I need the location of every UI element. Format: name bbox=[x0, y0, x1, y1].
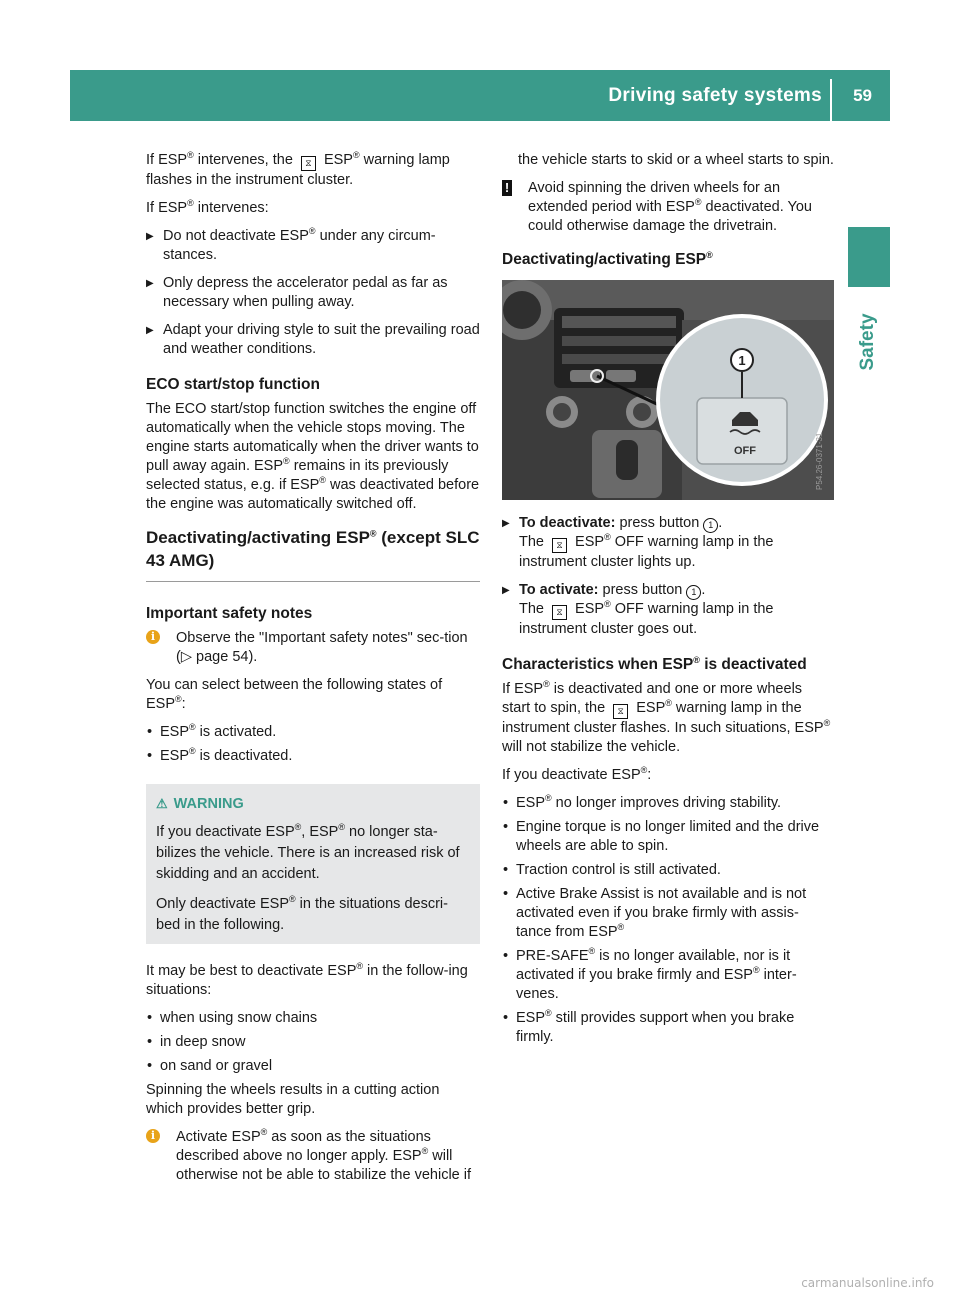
info-icon: i bbox=[146, 1129, 160, 1143]
list-item: • Traction control is still activated. bbox=[502, 861, 834, 880]
list-item: • Engine torque is no longer limited and the drive wheels are able to spin. bbox=[502, 818, 834, 856]
step-item: ▶ Adapt your driving style to suit the prevailing road and weather conditions. bbox=[146, 321, 480, 359]
exclamation-icon: ! bbox=[502, 180, 512, 196]
step-item: ▶ Only depress the accelerator pedal as far as necessary when pulling away. bbox=[146, 274, 480, 312]
section-tab bbox=[848, 227, 890, 287]
header-divider bbox=[830, 79, 832, 121]
list-item: • ESP® is activated. bbox=[146, 723, 480, 742]
paragraph: If ESP® is deactivated and one or more wheels start to spin, the ⧖ ESP® warning lamp in the instrument cluster flashes. In such situations, ESP® will not stabilize the vehicle. bbox=[502, 679, 831, 755]
warning-heading: ⚠ WARNING bbox=[156, 796, 244, 812]
step-item: ▶ Do not deactivate ESP® under any circum-stances. bbox=[146, 227, 480, 265]
info-icon: i bbox=[146, 630, 160, 644]
warning-triangle-icon: ⚠ bbox=[156, 796, 168, 811]
page-header bbox=[70, 70, 890, 121]
section-heading: Characteristics when ESP® is deactivated bbox=[502, 654, 807, 673]
info-note: i Observe the "Important safety notes" sec-tion (▷ page 54). bbox=[146, 629, 480, 667]
watermark: carmanualsonline.info bbox=[801, 1276, 934, 1290]
paragraph: If ESP® intervenes, the ⧖ ESP® warning lamp flashes in the instrument cluster. bbox=[146, 150, 450, 188]
callout-number: 1 bbox=[738, 353, 746, 368]
esp-off-icon: ⧖ bbox=[552, 538, 567, 553]
right-column bbox=[502, 151, 834, 1052]
paragraph: the vehicle starts to skid or a wheel starts to spin. bbox=[518, 152, 834, 168]
warning-box bbox=[146, 784, 480, 944]
list-item: • ESP® is deactivated. bbox=[146, 747, 480, 766]
callout-1-icon: 1 bbox=[686, 585, 701, 600]
section-heading: Important safety notes bbox=[146, 605, 313, 622]
chapter-heading: Deactivating/activating ESP® (except SLC 43 AMG) bbox=[146, 526, 480, 582]
photo-code: P54.26-0371-31 bbox=[815, 432, 824, 490]
list-item: • PRE-SAFE® is no longer available, nor is it activated if you brake firmly and ESP® inter-venes. bbox=[502, 947, 834, 1004]
caution-note: ! Avoid spinning the driven wheels for an extended period with ESP® deactivated. You could otherwise damage the drivetrain. bbox=[502, 179, 834, 236]
esp-warning-icon: ⧖ bbox=[301, 156, 316, 171]
paragraph: You can select between the following states of ESP®: bbox=[146, 677, 443, 712]
paragraph: If ESP® intervenes: bbox=[146, 198, 269, 216]
list-item: • in deep snow bbox=[146, 1033, 480, 1052]
list-item: • Active Brake Assist is not available and is not activated even if you brake firmly with assis-tance from ESP® bbox=[502, 885, 834, 942]
info-note: i Activate ESP® as soon as the situations described above no longer apply. ESP® will otherwise not be able to stabilize the vehicle if bbox=[146, 1128, 480, 1185]
list-item: • ESP® no longer improves driving stability. bbox=[502, 794, 834, 813]
paragraph: If you deactivate ESP®: bbox=[502, 765, 652, 783]
step-item: ▶ To deactivate: press button 1 . The ⧖ ESP® OFF warning lamp in the instrument cluster lights up. bbox=[502, 514, 834, 572]
list-item: • ESP® still provides support when you brake firmly. bbox=[502, 1009, 834, 1047]
list-item: • when using snow chains bbox=[146, 1009, 480, 1028]
page-ref-icon: ▷ bbox=[180, 649, 192, 665]
list-item: • on sand or gravel bbox=[146, 1057, 480, 1076]
paragraph: The ECO start/stop function switches the engine off automatically when the vehicle stops moving. The engine starts automatically when the driver wants to pull away again. ESP® remains in its previously selected status, e.g. if ESP® was deactivated before the engine was automatically switched off. bbox=[146, 401, 480, 512]
esp-warning-icon: ⧖ bbox=[613, 704, 628, 719]
callout-1-icon: 1 bbox=[703, 518, 718, 533]
step-item: ▶ To activate: press button 1 . The ⧖ ESP® OFF warning lamp in the instrument cluster goes out. bbox=[502, 581, 834, 639]
paragraph: Spinning the wheels results in a cutting action which provides better grip. bbox=[146, 1082, 440, 1117]
off-label: OFF bbox=[734, 445, 756, 457]
side-label-text: Safety bbox=[857, 313, 878, 371]
esp-button-photo bbox=[502, 280, 834, 500]
paragraph: Only deactivate ESP® in the situations descri-bed in the following. bbox=[156, 894, 448, 933]
esp-off-icon: ⧖ bbox=[552, 605, 567, 620]
paragraph: It may be best to deactivate ESP® in the follow-ing situations: bbox=[146, 961, 468, 998]
page-number: 59 bbox=[853, 86, 872, 105]
header-title: Driving safety systems bbox=[608, 85, 822, 106]
section-heading: Deactivating/activating ESP® bbox=[502, 249, 713, 268]
section-heading: ECO start/stop function bbox=[146, 376, 320, 393]
left-column bbox=[146, 151, 480, 1194]
paragraph: If you deactivate ESP®, ESP® no longer sta-bilizes the vehicle. There is an increased risk of skidding and an accident. bbox=[156, 822, 460, 882]
side-label bbox=[844, 292, 892, 392]
